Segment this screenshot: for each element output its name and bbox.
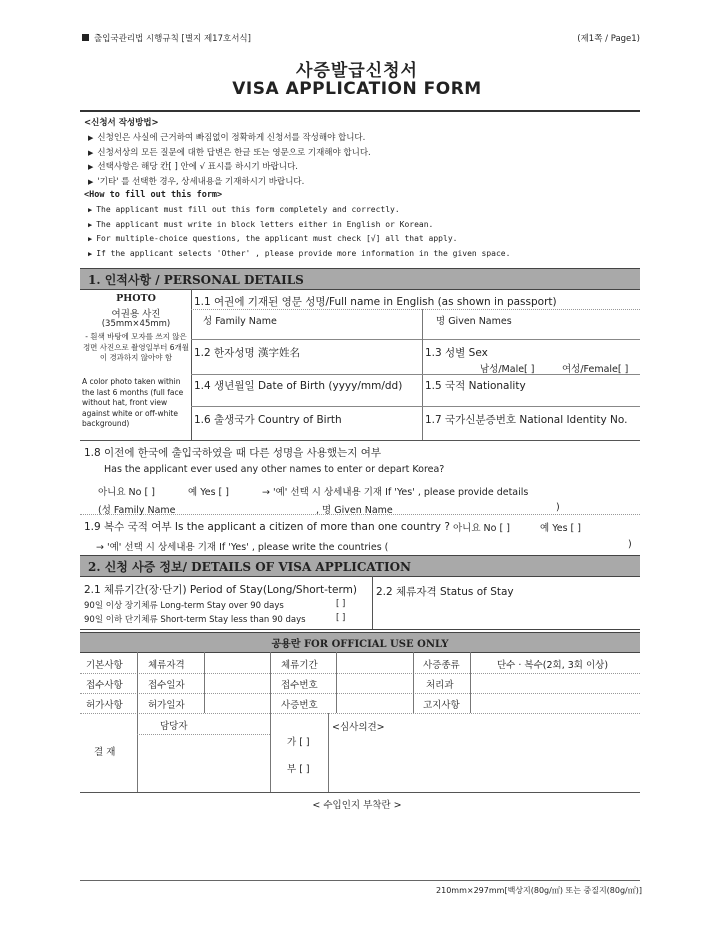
q1-8-given-name: , 명 Given Name (316, 505, 393, 516)
official-cell: 처리과 (426, 680, 454, 691)
q1-8-close-paren: ) (556, 502, 560, 513)
q1-9-no-option[interactable]: 아니요 No [ ] (453, 523, 510, 534)
section1-title: 1. 인적사항 / PERSONAL DETAILS (88, 273, 304, 287)
q1-3-label: 1.3 성별 Sex (425, 347, 488, 359)
photo-label-en: PHOTO (116, 293, 156, 304)
official-cell: 사증종류 (423, 660, 460, 671)
photo-label-ko: 여권용 사진 (111, 309, 161, 320)
instructions-ko-list: ▶ 신청인은 사실에 근거하여 빠짐없이 정확하게 신청서를 작성해야 합니다. ▶ 신청서상의 모든 질문에 대한 답변은 한글 또는 영문으로 기재해야 합니다. ▶ 선택사항은 해당 칸[ ] 안에 √ 표시를 하시기 바랍니다. ▶ '기타' 를 선택한 경우, 상세내용을 기재하시기 바랍니다. (88, 133, 371, 187)
photo-size: (35mm×45mm) (101, 319, 171, 329)
triangle-bullet-icon: ▶ (88, 220, 93, 229)
sex-male-option[interactable]: 남성/Male[ ] (480, 364, 535, 375)
paper-spec: 210mm×297mm[백상지(80g/㎡) 또는 중질지(80g/㎡)] (436, 886, 642, 895)
official-cell: 접수일자 (148, 680, 185, 691)
triangle-bullet-icon: ▶ (88, 163, 94, 171)
q1-6-label: 1.6 출생국가 Country of Birth (194, 414, 342, 426)
official-title: 공용란 FOR OFFICIAL USE ONLY (271, 639, 449, 650)
instructions-en-heading: <How to fill out this form> (84, 190, 223, 200)
triangle-bullet-icon: ▶ (88, 134, 94, 142)
official-cell: 허가사항 (86, 700, 123, 711)
triangle-bullet-icon: ▶ (88, 249, 93, 258)
q1-9-label: 1.9 복수 국적 여부 Is the applicant a citizen of more than one country ? (84, 521, 450, 533)
approval-label: 결 재 (94, 747, 116, 758)
official-cell: 허가일자 (148, 700, 185, 711)
q1-8-family-name: (성 Family Name (98, 505, 176, 516)
family-name-label: 성 Family Name (203, 316, 277, 327)
short-term-option[interactable]: 90일 이하 단기체류 Short-term Stay less than 90 days (84, 615, 306, 625)
law-reference: 출입국관리법 시행규칙 [별지 제17호서식] (82, 32, 251, 44)
long-term-option[interactable]: 90일 이상 장기체류 Long-term Stay over 90 days (84, 601, 284, 611)
q1-5-label: 1.5 국적 Nationality (425, 380, 526, 392)
instructions-ko-heading: <신청서 작성방법> (84, 118, 159, 128)
sex-female-option[interactable]: 여성/Female[ ] (562, 364, 629, 375)
official-cell: 고지사항 (423, 700, 460, 711)
official-cell: 기본사항 (86, 660, 123, 671)
official-cell: 접수번호 (281, 680, 318, 691)
q1-8-detail: → '예' 선택 시 상세내용 기재 If 'Yes' , please provide details (262, 487, 529, 498)
q1-7-label: 1.7 국가신분증번호 National Identity No. (425, 414, 628, 426)
q1-1-label: 1.1 여권에 기재된 영문 성명/Full name in English (as shown in passport) (194, 296, 557, 308)
q1-4-label: 1.4 생년월일 Date of Birth (yyyy/mm/dd) (194, 380, 403, 392)
officer-label: 담당자 (160, 721, 188, 732)
section2-title: 2. 신청 사증 정보/ DETAILS OF VISA APPLICATION (88, 560, 412, 574)
reject-option[interactable]: 부 [ ] (287, 764, 310, 775)
official-cell: 접수사항 (86, 680, 123, 691)
square-bullet-icon (82, 34, 89, 41)
opinion-label: <심사의견> (332, 722, 385, 733)
q1-9-detail: → '예' 선택 시 상세내용 기재 If 'Yes' , please write the countries ( (96, 542, 389, 553)
title-korean: 사증발급신청서 (296, 61, 418, 81)
triangle-bullet-icon: ▶ (88, 235, 93, 243)
q1-8-en: Has the applicant ever used any other names to enter or depart Korea? (104, 464, 445, 475)
official-cell: 단수 · 복수(2회, 3회 이상) (497, 660, 609, 671)
official-cell: 체류자격 (148, 660, 185, 671)
page-number: (제1쪽 / Page1) (577, 34, 640, 44)
instructions-en-list: ▶ The applicant must fill out this form completely and correctly. ▶ The applicant must write in block letters either in English or Korean. ▶ For multiple-choice questions, the applicant must check [√] all that apply. ▶ If the applicant selects 'Other' , please provide more information in the given space. (88, 205, 511, 258)
q1-8-yes-option[interactable]: 예 Yes [ ] (188, 487, 229, 498)
approve-option[interactable]: 가 [ ] (287, 737, 310, 748)
q1-8-label: 1.8 이전에 한국에 출입국하였을 때 다른 성명을 사용했는지 여부 (84, 447, 381, 459)
triangle-bullet-icon: ▶ (88, 206, 93, 214)
q1-8-no-option[interactable]: 아니요 No [ ] (98, 487, 155, 498)
q1-9-yes-option[interactable]: 예 Yes [ ] (540, 523, 581, 534)
given-names-label: 명 Given Names (436, 316, 512, 327)
triangle-bullet-icon: ▶ (88, 148, 94, 157)
official-cell: 체류기간 (281, 660, 318, 671)
short-term-checkbox[interactable]: [ ] (336, 613, 346, 623)
triangle-bullet-icon: ▶ (88, 177, 94, 186)
q2-2-label: 2.2 체류자격 Status of Stay (376, 586, 514, 598)
official-cell: 사증번호 (281, 700, 318, 711)
title-english: VISA APPLICATION FORM (232, 79, 482, 99)
revenue-stamp-area: < 수입인지 부착란 > (312, 800, 402, 811)
photo-note-en: A color photo taken within the last 6 months (full face without hat, front view against white or off-white background) (82, 377, 184, 428)
long-term-checkbox[interactable]: [ ] (336, 599, 346, 609)
photo-note-ko: - 흰색 바탕에 모자를 쓰지 않은 정면 사진으로 촬영일부터 6개월이 경과하지 않아야 함 (82, 332, 190, 362)
q2-1-label: 2.1 체류기간(장·단기) Period of Stay(Long/Short-term) (84, 584, 357, 596)
q1-2-label: 1.2 한자성명 漢字姓名 (194, 347, 300, 359)
q1-9-close-paren: ) (628, 539, 632, 550)
